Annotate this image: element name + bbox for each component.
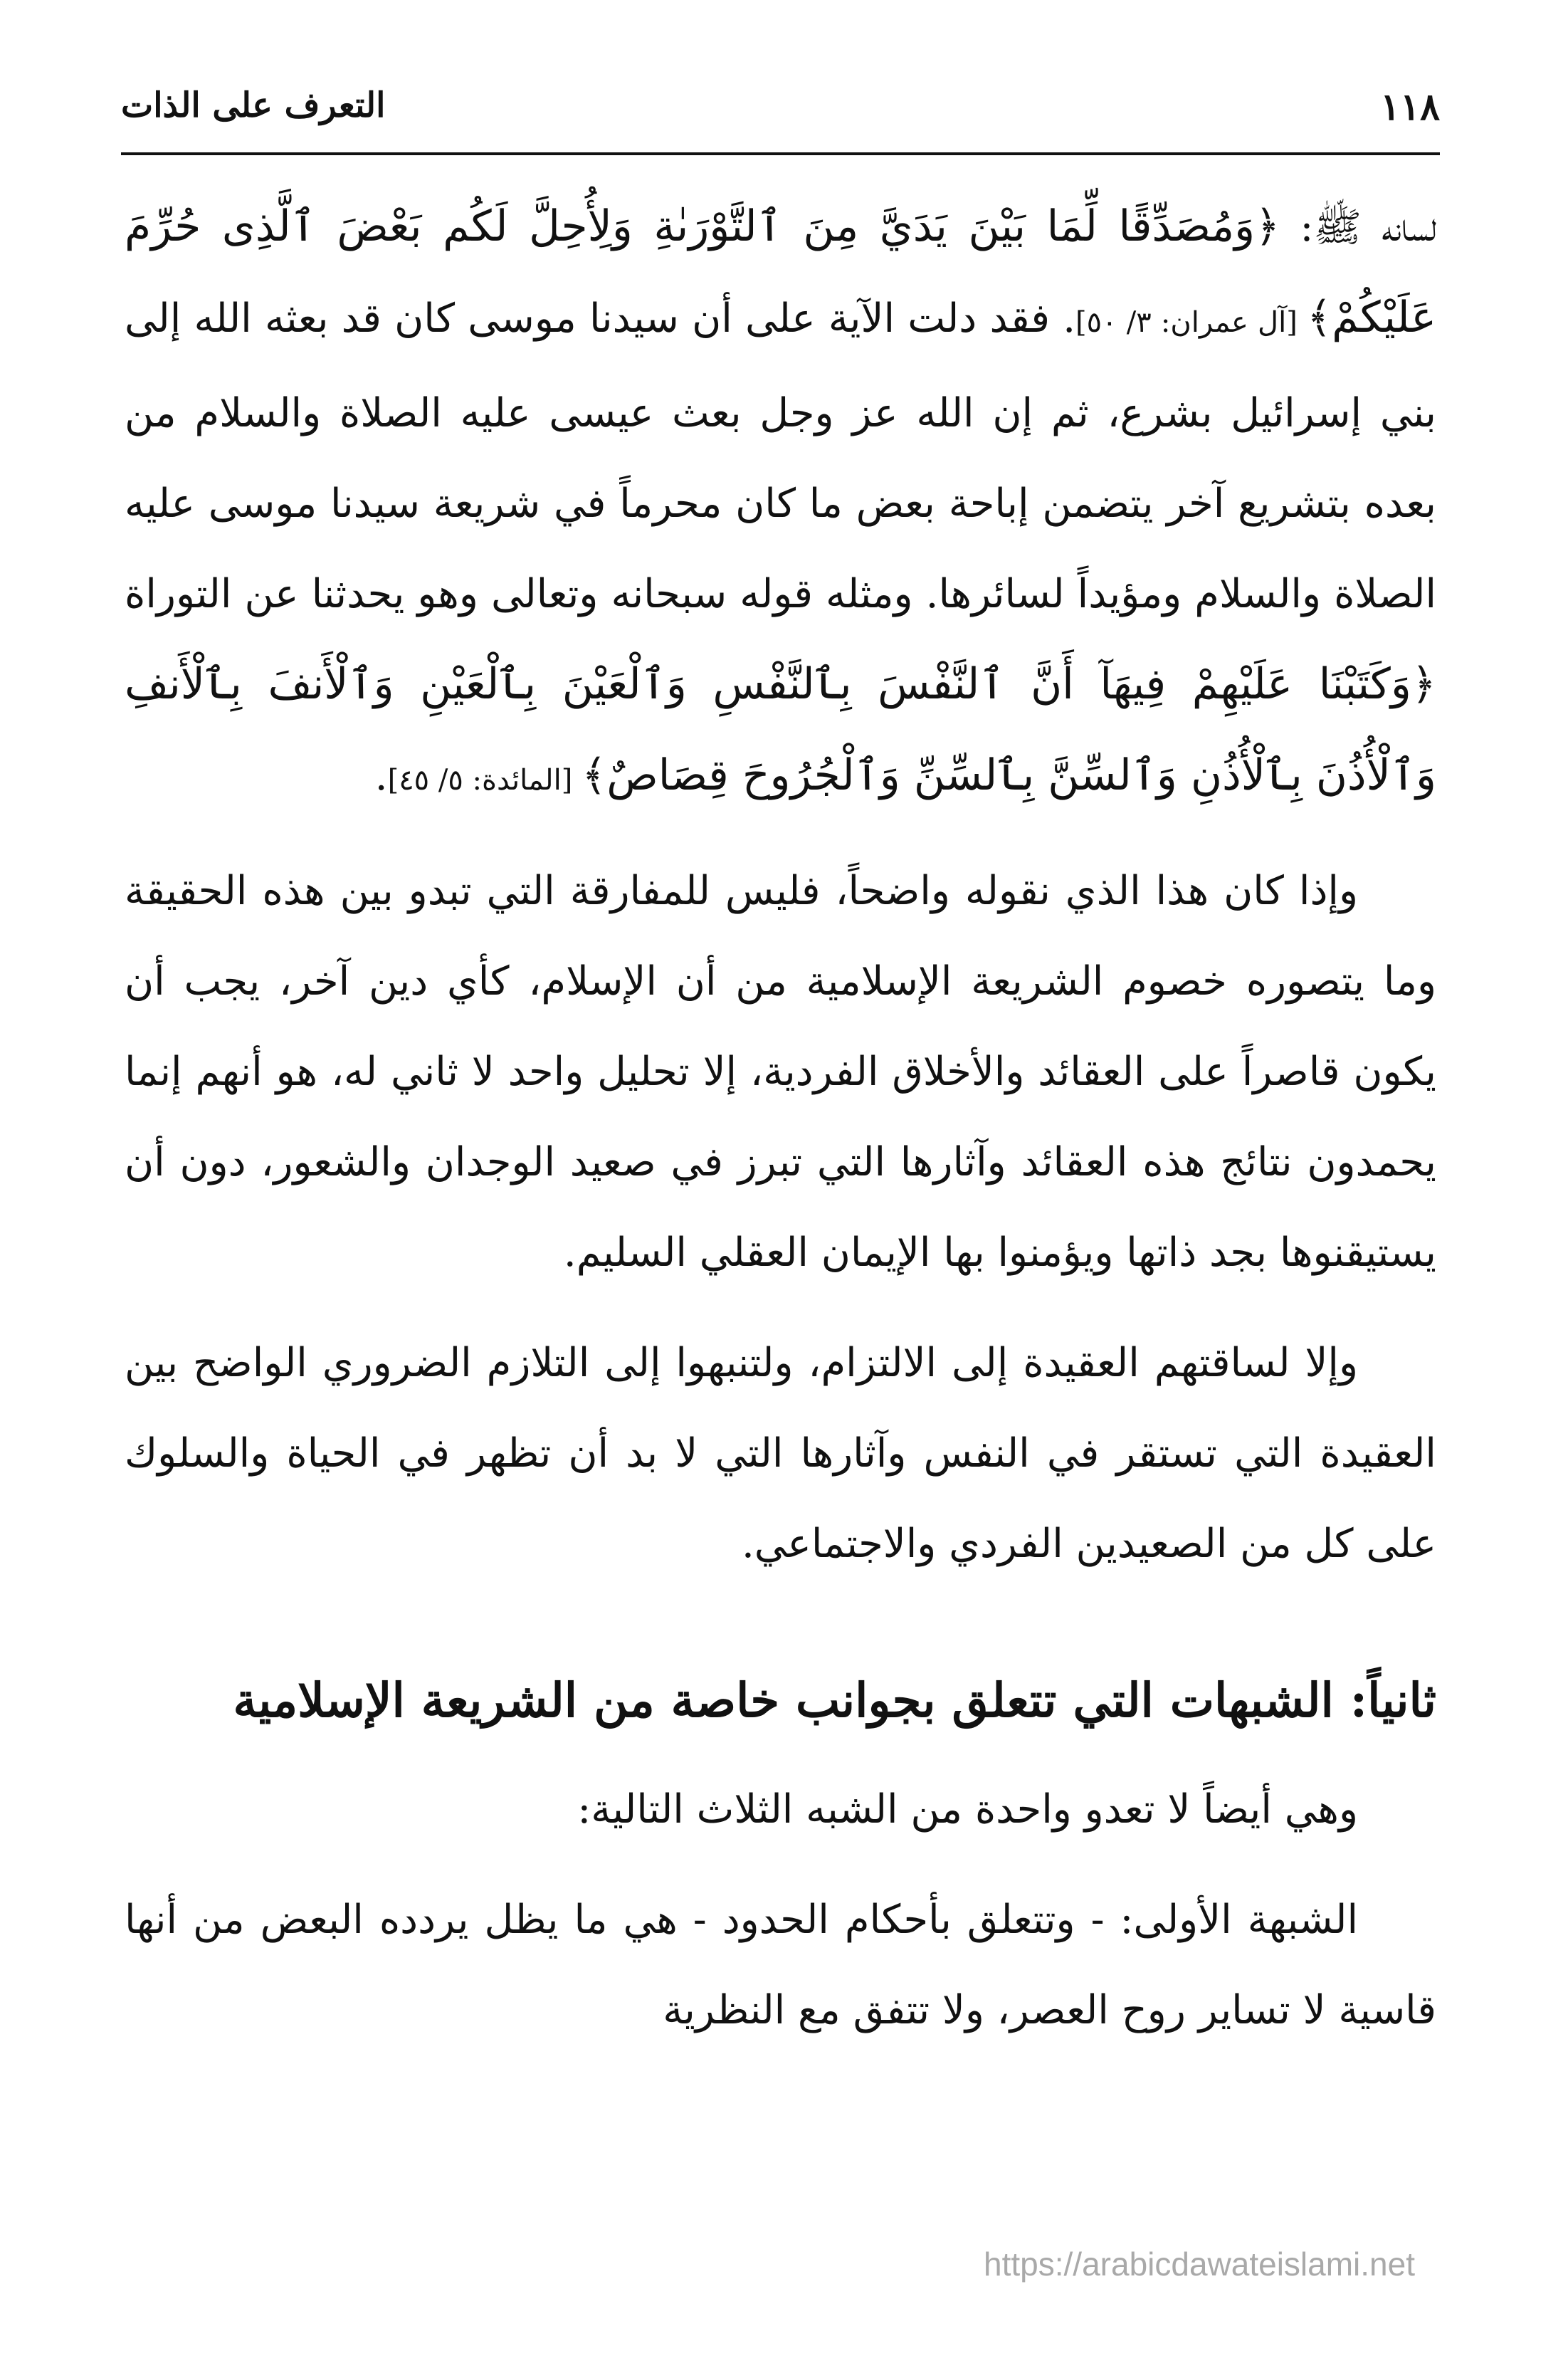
text-run: . فقد دلت الآية على أن سيدنا موسى كان قد بعثه الله إلى بني إسرائيل بشرع، ثم إن الله عز وجل بعث عيسى عليه الصلاة والسلام من بعده بتشريع آخر يتضمن إباحة بعض ما كان محرماً في شريعة سيدنا موسى عليه الصلاة والسلام ومؤيداً لسائرها. ومثله قوله سبحانه وتعالى وهو يحدثنا عن التوراة: [125, 295, 1436, 617]
verse-reference: [آل عمران: ٣/ ٥٠]: [1075, 306, 1307, 339]
paragraph-quran-citations: [125, 182, 1436, 826]
paragraph: وهي أيضاً لا تعدو واحدة من الشبه الثلاث التالية:: [577, 1786, 1358, 1833]
paragraph: وإذا كان هذا الذي نقوله واضحاً، فليس للمفارقة التي تبدو بين هذه الحقيقة وما يتصوره خصوم الشريعة الإسلامية من أن الإسلام، كأي دين آخر، يجب أن يكون قاصراً على العقائد والأخلاق الفردية، إلا تحليل واحد لا ثاني له، هو أنهم إنما يحمدون نتائج هذه العقائد وآثارها التي تبرز في صعيد الوجدان والشعور، دون أن يستيقنوها بجد ذاتها ويؤمنوا بها الإيمان العقلي السليم.: [125, 868, 1436, 1276]
paragraph: الشبهة الأولى: - وتتعلق بأحكام الحدود - هي ما يظل يردده البعض من أنها قاسية لا تساير روح العصر، ولا تتفق مع النظرية: [125, 1897, 1436, 2033]
header-divider: [121, 152, 1440, 155]
watermark-url: https://arabicdawateislami.net: [984, 2246, 1415, 2283]
page-body: [125, 182, 1436, 2055]
quran-verse: ﴿وَكَتَبْنَا عَلَيْهِمْ فِيهَآ أَنَّ ٱلنَّفْسَ بِٱلنَّفْسِ وَٱلْعَيْنَ بِٱلْعَيْنِ وَٱلْأَنفَ بِٱلْأَنفِ وَٱلْأُذُنَ بِٱلْأُذُنِ وَٱلسِّنَّ بِٱلسِّنِّ وَٱلْجُرُوحَ قِصَاصٌ﴾: [125, 659, 1436, 800]
text-run: .: [374, 753, 388, 800]
quran-verse: ﴿وَمُصَدِّقًا لِّمَا بَيْنَ يَدَيَّ مِنَ ٱلتَّوْرَىٰةِ وَلِأُحِلَّ لَكُم بَعْضَ ٱلَّذِى حُرِّمَ عَلَيْكُمْ﴾: [125, 201, 1436, 342]
page-number: ١١٨: [1380, 85, 1440, 129]
paragraph: وإلا لساقتهم العقيدة إلى الالتزام، ولتنبهوا إلى التلازم الضروري الواضح بين العقيدة التي تستقر في النفس وآثارها التي لا بد أن تظهر في الحياة والسلوك على كل من الصعيدين الفردي والاجتماعي.: [125, 1340, 1436, 1567]
section-heading: ثانياً: الشبهات التي تتعلق بجوانب خاصة من الشريعة الإسلامية: [233, 1672, 1436, 1728]
running-title: التعرف على الذات: [121, 85, 386, 125]
page-header: [121, 85, 1440, 150]
text-run: لسانه ﷺ:: [1280, 204, 1436, 251]
verse-reference: [المائدة: ٥/ ٤٥]: [387, 764, 582, 797]
